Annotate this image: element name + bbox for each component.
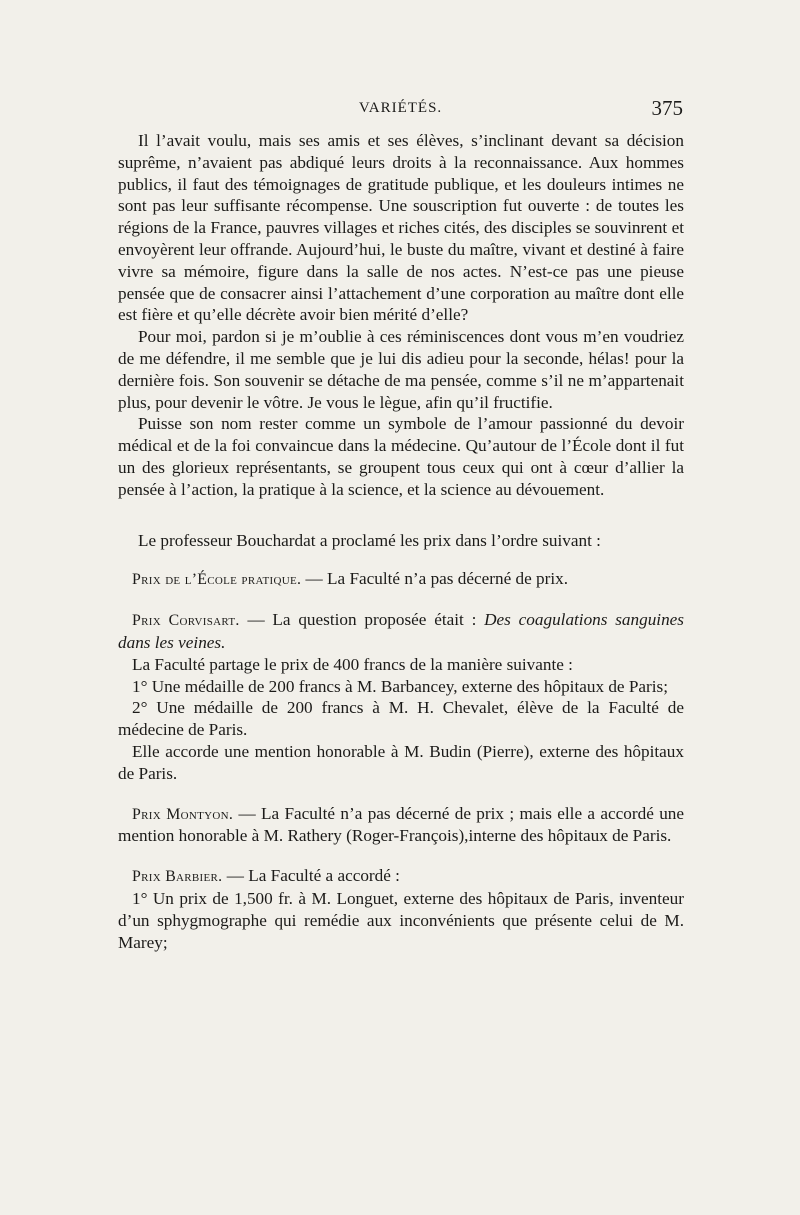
prize-question: Des coagulations sanguines dans les veines. — [118, 610, 684, 652]
running-title: VARIÉTÉS. — [358, 100, 443, 116]
page-header — [118, 96, 683, 126]
prize-paragraph — [118, 609, 684, 654]
prize-paragraph — [118, 865, 684, 888]
prize-paragraph — [118, 568, 684, 591]
paragraph: 1° Un prix de 1,500 fr. à M. Longuet, externe des hôpitaux de Paris, inventeur d’un sphygmographe qui remédie aux inconvénients que présente celui de M. Marey; — [118, 888, 684, 952]
body-text — [118, 130, 684, 953]
paragraph: Il l’avait voulu, mais ses amis et ses élèves, s’inclinant devant sa décision suprême, n’avaient pas abdiqué leurs droits à la reconnaissance. Aux hommes publics, il faut des témoignages de gratitude publique, et les douleurs intimes ne sont pas leur suffisante récompense. Une souscription fut ouverte : de toutes les régions de la France, pauvres villages et riches cités, des disciples se souvinrent et envoyèrent leur offrande. Aujourd’hui, le buste du maître, vivant et destiné à faire vivre sa mémoire, figure dans la salle de nos actes. N’est-ce pas une pieuse pensée que de consacrer ainsi l’attachement d’une corporation au maître dont elle est fière et qu’elle décrète avoir bien mérité d’elle? — [118, 131, 684, 325]
paragraph: La Faculté partage le prix de 400 francs de la manière suivante : — [132, 654, 573, 674]
paragraph: Elle accorde une mention honorable à M. Budin (Pierre), externe des hôpitaux de Paris. — [118, 741, 684, 783]
prize-text: — La Faculté n’a pas décerné de prix ; mais elle a accordé une mention honorable à M. Rathery (Roger-François),interne des hôpitaux de Paris. — [118, 803, 685, 846]
prize-heading: Prix Corvisart. — [132, 612, 240, 630]
prize-heading: Prix Barbier. — [132, 868, 223, 886]
paragraph: 2° Une médaille de 200 francs à M. H. Chevalet, élève de la Faculté de médecine de Paris. — [118, 698, 684, 740]
paragraph: Le professeur Bouchardat a proclamé les prix dans l’ordre suivant : — [138, 530, 601, 550]
prize-heading: Prix de l’École pratique. — [132, 571, 302, 589]
paragraph: 1° Une médaille de 200 francs à M. Barbancey, externe des hôpitaux de Paris; — [132, 676, 669, 696]
prize-heading: Prix Montyon. — [132, 805, 234, 823]
prize-text: — La Faculté n’a pas décerné de prix. — [301, 569, 569, 589]
paragraph: Pour moi, pardon si je m’oublie à ces réminiscences dont vous m’en voudriez de me défendre, il me semble que je lui dis adieu pour la seconde, hélas! pour la dernière fois. Son souvenir se détache de ma pensée, comme s’il ne m’appartenait plus, pour devenir le vôtre. Je vous le lègue, afin qu’il fructifie. — [118, 327, 684, 412]
prize-paragraph — [118, 803, 684, 848]
page-number: 375 — [651, 96, 683, 120]
paragraph: Puisse son nom rester comme un symbole de l’amour passionné du devoir médical et de la foi convaincue dans la médecine. Qu’autour de l’École dont il fut un des glorieux représentants, se groupent tous ceux qui ont à cœur d’allier la pensée à l’action, la pratique à la science, et la science au dévouement. — [118, 414, 684, 499]
prize-text: — La question proposée était : — [239, 610, 485, 630]
prize-text: — La Faculté a accordé : — [222, 866, 400, 886]
